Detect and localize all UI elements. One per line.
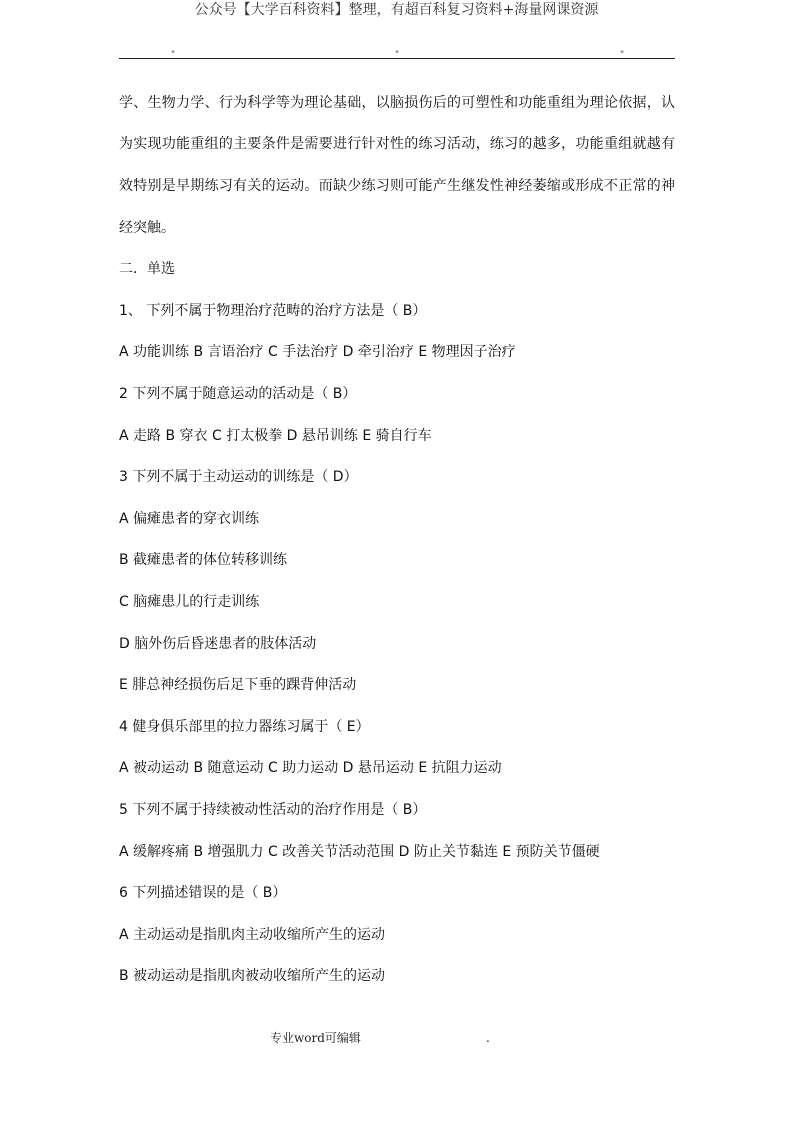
question-5: 5 下列不属于持续被动性活动的治疗作用是（ B） [119, 802, 427, 818]
paragraph-line: 学、生物力学、行为科学等为理论基础，以脑损伤后的可塑性和功能重组为理论依据，认 [119, 95, 675, 111]
question-5-options: A 缓解疼痛 B 增强肌力 C 改善关节活动范围 D 防止关节黏连 E 预防关节僵硬 [119, 844, 600, 860]
question-4: 4 健身俱乐部里的拉力器练习属于（ E） [119, 719, 370, 735]
question-3-option: D 脑外伤后昏迷患者的肢体活动 [119, 636, 317, 652]
question-6: 6 下列描述错误的是（ B） [119, 885, 287, 901]
header-mark: " [620, 50, 625, 60]
section-heading: 二．单选 [119, 261, 175, 277]
question-4-options: A 被动运动 B 随意运动 C 助力运动 D 悬吊运动 E 抗阻力运动 [119, 760, 502, 776]
question-3-option: C 脑瘫患儿的行走训练 [119, 594, 260, 610]
header-mark: " [395, 50, 400, 60]
question-2-options: A 走路 B 穿衣 C 打太极拳 D 悬吊训练 E 骑自行车 [119, 428, 432, 444]
question-3-option: A 偏瘫患者的穿衣训练 [119, 511, 260, 527]
question-6-option: B 被动运动是指肌肉被动收缩所产生的运动 [119, 968, 386, 984]
question-2: 2 下列不属于随意运动的活动是（ B） [119, 386, 357, 402]
question-3-option: B 截瘫患者的体位转移训练 [119, 552, 288, 568]
footer-label: 专业word可编辑 [270, 1031, 361, 1045]
footer-dot: . [486, 1031, 490, 1045]
question-3-option: E 腓总神经损伤后足下垂的踝背伸活动 [119, 677, 357, 693]
paragraph-line: 为实现功能重组的主要条件是需要进行针对性的练习活动，练习的越多，功能重组就越有 [119, 136, 675, 152]
question-1-options: A 功能训练 B 言语治疗 C 手法治疗 D 牵引治疗 E 物理因子治疗 [119, 344, 516, 360]
paragraph-line: 经突触。 [119, 220, 175, 236]
watermark-banner: 公众号【大学百科资料】整理，有超百科复习资料+海量网课资源 [194, 2, 599, 18]
question-1: 1、 下列不属于物理治疗范畴的治疗方法是（ B） [119, 303, 427, 319]
header-mark: " [171, 50, 176, 60]
question-3: 3 下列不属于主动运动的训练是（ D） [119, 469, 358, 485]
paragraph-line: 效特别是早期练习有关的运动。而缺少练习则可能产生继发性神经萎缩或形成不正常的神 [119, 178, 675, 194]
question-6-option: A 主动运动是指肌肉主动收缩所产生的运动 [119, 927, 386, 943]
